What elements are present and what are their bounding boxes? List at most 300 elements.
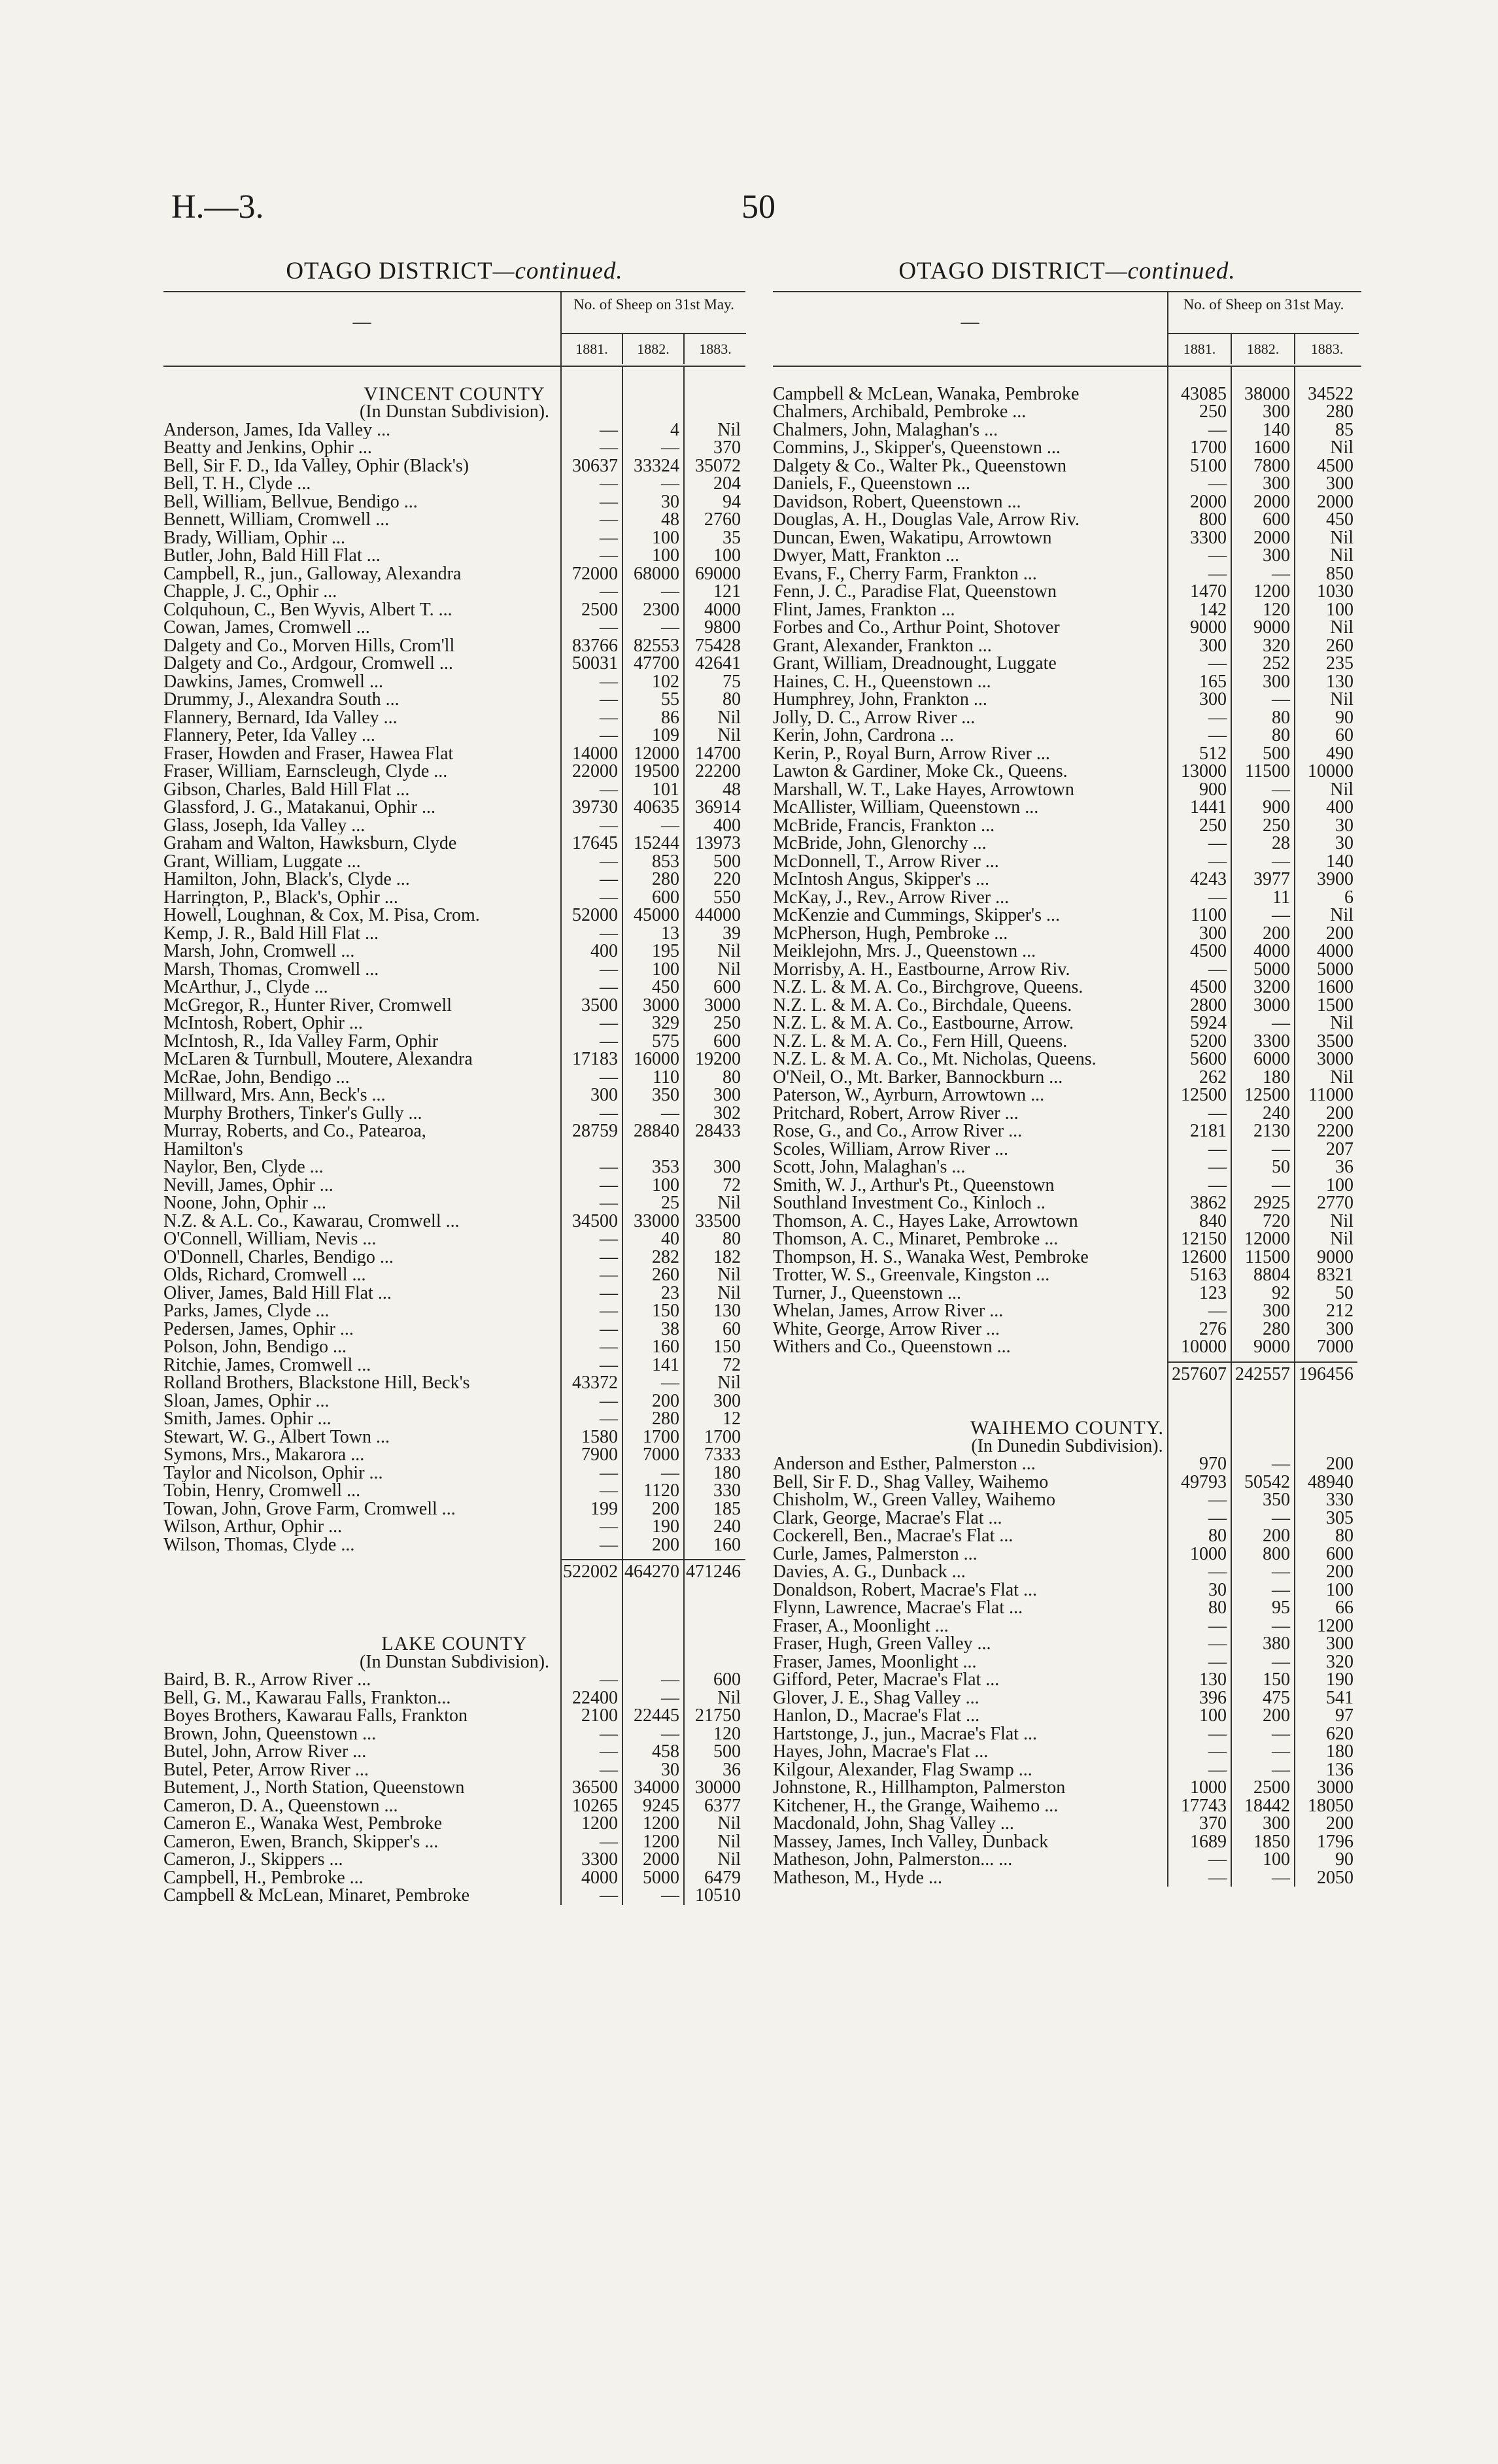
count-1881: 3300: [581, 1849, 618, 1870]
count-1881: —: [1208, 473, 1227, 494]
count-1883: Nil: [1330, 689, 1353, 710]
table-row: [773, 817, 1361, 835]
table-row: [773, 1248, 1361, 1267]
count-1881: —: [1208, 545, 1227, 566]
count-1883: 320: [1326, 1651, 1353, 1672]
count-1883: 150: [713, 1337, 741, 1357]
count-1881: —: [1208, 563, 1227, 584]
owner-name: Butler, John, Bald Hill Flat ...: [163, 547, 381, 565]
count-1881: 34500: [572, 1210, 618, 1231]
owner-name: Hayes, John, Macrae's Flat ...: [773, 1743, 989, 1761]
count-1881: —: [600, 1193, 618, 1213]
count-1881: —: [600, 473, 618, 494]
count-1883: 305: [1326, 1507, 1353, 1528]
count-1883: 7333: [704, 1445, 741, 1465]
count-1881: 300: [590, 1085, 618, 1105]
count-1883: 220: [713, 869, 741, 889]
table-row: [773, 421, 1361, 439]
count-1881: 50031: [572, 653, 618, 674]
count-1882: 300: [1263, 402, 1290, 422]
count-1883: 2000: [1317, 491, 1353, 512]
count-1883: 160: [713, 1534, 741, 1555]
count-1881: —: [1208, 1615, 1227, 1636]
table-row: [773, 1599, 1361, 1617]
count-1881: 4500: [1190, 941, 1227, 961]
county-heading: LAKE COUNTY: [381, 1633, 528, 1654]
count-1881: —: [1208, 959, 1227, 980]
count-1882: 2500: [1253, 1777, 1290, 1798]
count-1882: 2000: [1253, 527, 1290, 548]
count-1882: 11500: [1245, 1246, 1290, 1267]
count-1882: 280: [652, 869, 679, 889]
count-1881: —: [600, 1462, 618, 1483]
count-1881: —: [600, 1013, 618, 1033]
table-row: [773, 493, 1361, 511]
owner-name: Douglas, A. H., Douglas Vale, Arrow Riv.: [773, 511, 1080, 529]
count-1881: —: [1208, 653, 1227, 674]
owner-name: McKay, J., Rev., Arrow River ...: [773, 888, 1010, 906]
count-1883: 8321: [1317, 1265, 1353, 1285]
count-1883: 75428: [695, 635, 741, 656]
count-1881: —: [600, 1229, 618, 1249]
owner-name: Bell, Sir F. D., Ida Valley, Ophir (Black's): [163, 456, 469, 475]
count-1881: —: [1208, 1651, 1227, 1672]
count-1881: —: [600, 1885, 618, 1906]
count-1881: —: [600, 491, 618, 512]
count-1883: 66: [1335, 1598, 1353, 1618]
count-1883: 190: [1326, 1669, 1353, 1690]
count-1881: 72000: [572, 563, 618, 584]
table-row: [773, 906, 1361, 925]
owner-name: Campbell & McLean, Minaret, Pembroke: [163, 1887, 470, 1905]
table-row: [163, 1033, 745, 1051]
count-1881: 2800: [1190, 995, 1227, 1016]
count-1883: Nil: [1330, 1067, 1353, 1087]
table-row: [773, 1635, 1361, 1653]
count-1882: 2000: [1253, 491, 1290, 512]
owner-name: Millward, Mrs. Ann, Beck's ...: [163, 1086, 386, 1104]
count-1883: 1200: [1317, 1615, 1353, 1636]
table-row: [163, 1194, 745, 1212]
table-row: [773, 1563, 1361, 1581]
count-1883: Nil: [1330, 437, 1353, 458]
table-row: [163, 637, 745, 655]
owner-name: Lawton & Gardiner, Moke Ck., Queens.: [773, 762, 1068, 781]
count-1883: 18050: [1308, 1795, 1353, 1816]
count-1881: 300: [1199, 923, 1227, 944]
total-row: [163, 1563, 745, 1581]
count-1881: —: [600, 1246, 618, 1267]
table-row: [773, 1761, 1361, 1779]
count-1883: Nil: [717, 725, 741, 745]
table-row: [163, 781, 745, 799]
count-1881: —: [600, 527, 618, 548]
count-1882: —: [1272, 1138, 1290, 1159]
count-1883: 6479: [704, 1867, 741, 1888]
owner-name: Bell, G. M., Kawarau Falls, Frankton...: [163, 1688, 451, 1707]
count-1883: 36: [1335, 1157, 1353, 1177]
table-row: [163, 1248, 745, 1267]
count-1881: 1441: [1190, 797, 1227, 817]
owner-name: Gifford, Peter, Macrae's Flat ...: [773, 1671, 1000, 1689]
name-column-header: —: [961, 312, 979, 332]
subdivision-label: (In Dunedin Subdivision).: [971, 1435, 1163, 1456]
table-row: [163, 1887, 745, 1905]
count-1882: 68000: [634, 563, 679, 584]
count-1882: 9245: [643, 1795, 679, 1816]
count-1883: 300: [713, 1157, 741, 1177]
table-row: [163, 1518, 745, 1536]
owner-name: Cockerell, Ben., Macrae's Flat ...: [773, 1527, 1013, 1545]
count-1881: 165: [1199, 671, 1227, 692]
count-1882: 300: [1263, 545, 1290, 566]
owner-name: Morrisby, A. H., Eastbourne, Arrow Riv.: [773, 960, 1070, 978]
table-row: [163, 1104, 745, 1123]
owner-name: Rose, G., and Co., Arrow River ...: [773, 1122, 1023, 1140]
count-1882: 320: [1263, 635, 1290, 656]
count-1883: 80: [1335, 1526, 1353, 1546]
count-1882: 3000: [643, 995, 679, 1016]
owner-name: Pritchard, Robert, Arrow River ...: [773, 1104, 1019, 1122]
count-1882: 3977: [1253, 869, 1290, 889]
owner-name: Symons, Mrs., Makarora ...: [163, 1446, 365, 1464]
count-1883: Nil: [717, 1813, 741, 1834]
owner-name: Kerin, John, Cardrona ...: [773, 727, 954, 745]
count-1881: —: [1208, 833, 1227, 853]
count-1883: 3500: [1317, 1031, 1353, 1052]
count-1882: 252: [1263, 653, 1290, 674]
owner-name: Kitchener, H., the Grange, Waihemo ...: [773, 1796, 1059, 1815]
table-row: [773, 1509, 1361, 1528]
count-1881: 262: [1199, 1067, 1227, 1087]
count-1883: 850: [1326, 563, 1353, 584]
count-1883: 200: [1326, 923, 1353, 944]
count-1882: —: [661, 581, 679, 602]
count-1882: 55: [661, 689, 679, 710]
count-1882: 4: [670, 419, 679, 440]
count-1882: —: [661, 437, 679, 458]
count-1883: 450: [1326, 509, 1353, 530]
owner-name: O'Donnell, Charles, Bendigo ...: [163, 1248, 394, 1266]
owner-name: Brady, William, Ophir ...: [163, 528, 346, 547]
count-1882: 300: [1263, 1813, 1290, 1834]
table-row: [773, 1833, 1361, 1851]
count-1881: —: [1208, 1138, 1227, 1159]
owner-name: Scott, John, Malaghan's ...: [773, 1158, 966, 1176]
count-1881: 1000: [1190, 1543, 1227, 1564]
count-1882: 200: [1263, 1526, 1290, 1546]
count-1881: 250: [1199, 815, 1227, 836]
count-1882: —: [1272, 1013, 1290, 1033]
owner-name: McPherson, Hugh, Pembroke ...: [773, 924, 1008, 942]
count-1881: 39730: [572, 797, 618, 817]
count-1883: Nil: [717, 1373, 741, 1393]
count-1882: 80: [1272, 707, 1290, 728]
owner-name: N.Z. L. & M. A. Co., Birchgrove, Queens.: [773, 978, 1083, 997]
count-1881: —: [1208, 1867, 1227, 1888]
table-row: [773, 1797, 1361, 1815]
count-1882: 11: [1272, 887, 1290, 908]
count-1881: —: [600, 851, 618, 872]
count-1883: 35072: [695, 455, 741, 476]
count-1883: 100: [713, 545, 741, 566]
owner-name: Thomson, A. C., Minaret, Pembroke ...: [773, 1230, 1059, 1248]
count-1883: 34522: [1308, 383, 1353, 404]
count-1882: 250: [1263, 815, 1290, 836]
table-row: [163, 1779, 745, 1797]
table-row: [773, 1158, 1361, 1176]
count-1881: 10000: [1181, 1337, 1227, 1357]
count-1881: —: [1208, 887, 1227, 908]
table-row: [773, 1050, 1361, 1069]
table-row: [163, 1392, 745, 1411]
count-1882: —: [1272, 905, 1290, 925]
owner-name: Baird, B. R., Arrow River ...: [163, 1671, 371, 1689]
count-1883: 1600: [1317, 977, 1353, 997]
count-1883: 300: [1326, 1318, 1353, 1339]
table-row: [163, 475, 745, 493]
owner-name: Butel, John, Arrow River ...: [163, 1743, 367, 1761]
table-row: [163, 1428, 745, 1446]
owner-name: Dawkins, James, Cromwell ...: [163, 672, 383, 691]
owner-name: Glass, Joseph, Ida Valley ...: [163, 816, 366, 834]
count-1881: —: [600, 1157, 618, 1177]
owner-name: N.Z. & A.L. Co., Kawarau, Cromwell ...: [163, 1212, 460, 1230]
count-1883: 1700: [704, 1426, 741, 1447]
count-1882: —: [661, 1669, 679, 1690]
count-1882: 190: [652, 1516, 679, 1537]
count-1883: 1500: [1317, 995, 1353, 1016]
count-1883: Nil: [717, 1831, 741, 1852]
table-row: [163, 1671, 745, 1689]
count-1881: —: [1208, 1723, 1227, 1744]
owner-name: Daniels, F., Queenstown ...: [773, 475, 970, 493]
table-row: [163, 961, 745, 979]
count-1882: —: [1272, 1867, 1290, 1888]
table-row: [163, 691, 745, 709]
table-header: [773, 291, 1361, 367]
count-1881: —: [600, 1669, 618, 1690]
count-1881: —: [600, 1831, 618, 1852]
count-1882: 3300: [1253, 1031, 1290, 1052]
table-row: [163, 1176, 745, 1195]
owner-name: Cowan, James, Cromwell ...: [163, 619, 370, 637]
table-row: [163, 529, 745, 547]
count-1882: —: [661, 1687, 679, 1708]
table-row: [773, 762, 1361, 781]
owner-name: McRae, John, Bendigo ...: [163, 1068, 350, 1086]
count-1883: 97: [1335, 1705, 1353, 1726]
count-1881: —: [600, 1337, 618, 1357]
owner-name: Sloan, James, Ophir ...: [163, 1392, 330, 1410]
owner-name: McLaren & Turnbull, Moutere, Alexandra: [163, 1050, 473, 1069]
table-row: [163, 727, 745, 745]
table-row: [163, 583, 745, 601]
count-1883: 207: [1326, 1138, 1353, 1159]
count-1881: —: [600, 1390, 618, 1411]
count-1882: —: [1272, 1507, 1290, 1528]
count-1882: —: [661, 815, 679, 836]
owner-name: Thomson, A. C., Hayes Lake, Arrowtown: [773, 1212, 1078, 1230]
table-row: [773, 1689, 1361, 1707]
table-row: [773, 997, 1361, 1015]
table-row: [163, 619, 745, 637]
owner-name: Paterson, W., Ayrburn, Arrowtown ...: [773, 1086, 1045, 1104]
owner-name: Glassford, J. G., Matakanui, Ophir ...: [163, 798, 436, 817]
table-row: [163, 1212, 745, 1231]
table-row: [773, 619, 1361, 637]
count-1882: 33324: [634, 455, 679, 476]
total-1881: 257607: [1172, 1363, 1227, 1384]
owner-name: Dalgety and Co., Ardgour, Cromwell ...: [163, 655, 453, 673]
table-row: [163, 1482, 745, 1500]
county-heading: WAIHEMO COUNTY.: [970, 1417, 1165, 1439]
owner-name: Ritchie, James, Cromwell ...: [163, 1356, 371, 1374]
table-row: [163, 1266, 745, 1284]
count-1883: Nil: [1330, 527, 1353, 548]
count-1882: 600: [652, 887, 679, 908]
count-1881: —: [1208, 1490, 1227, 1510]
count-1882: 40: [661, 1229, 679, 1249]
count-1881: 49793: [1181, 1471, 1227, 1492]
count-1881: 300: [1199, 689, 1227, 710]
count-1882: 11500: [1245, 761, 1290, 781]
owner-name: Polson, John, Bendigo ...: [163, 1338, 347, 1356]
count-1882: 8804: [1253, 1265, 1290, 1285]
owner-name: Hamilton's: [163, 1140, 243, 1158]
owner-name: Wilson, Thomas, Clyde ...: [163, 1535, 355, 1554]
count-1883: 10000: [1308, 761, 1353, 781]
count-1883: 6377: [704, 1795, 741, 1816]
owner-name: Graham and Walton, Hawksburn, Clyde: [163, 834, 457, 853]
count-1882: 22445: [634, 1705, 679, 1726]
count-1882: 38: [661, 1318, 679, 1339]
count-1882: 200: [652, 1390, 679, 1411]
count-1882: —: [1272, 1579, 1290, 1600]
spacer: [773, 367, 1361, 385]
count-1882: 18442: [1244, 1795, 1290, 1816]
count-1881: 5600: [1190, 1049, 1227, 1069]
count-1881: 13000: [1181, 761, 1227, 781]
table-row: [773, 1869, 1361, 1887]
owner-name: Noone, John, Ophir ...: [163, 1194, 326, 1212]
owner-name: McIntosh Angus, Skipper's ...: [773, 870, 989, 889]
owner-name: Dalgety & Co., Walter Pk., Queenstown: [773, 456, 1067, 475]
count-1883: Nil: [717, 1687, 741, 1708]
owner-name: McBride, John, Glenorchy ...: [773, 834, 987, 853]
count-1882: 101: [652, 779, 679, 800]
count-1883: 600: [713, 1031, 741, 1052]
table-row: [773, 709, 1361, 727]
spacer: [773, 1401, 1361, 1420]
table-row: [163, 1050, 745, 1069]
count-1882: 25: [661, 1193, 679, 1213]
count-1883: 90: [1335, 707, 1353, 728]
count-1882: 150: [1263, 1669, 1290, 1690]
count-1883: 50: [1335, 1282, 1353, 1303]
table-row: [773, 547, 1361, 565]
count-1881: —: [600, 1265, 618, 1285]
count-1881: 4243: [1190, 869, 1227, 889]
owner-name: Macdonald, John, Shag Valley ...: [773, 1815, 1014, 1833]
count-1881: 83766: [572, 635, 618, 656]
count-1883: 370: [713, 437, 741, 458]
owner-name: Campbell, R., jun., Galloway, Alexandra: [163, 564, 462, 583]
count-1883: Nil: [717, 419, 741, 440]
table-row: [163, 1284, 745, 1303]
spacer: [163, 367, 745, 385]
count-1881: 2500: [581, 599, 618, 620]
owner-name: Smith, W. J., Arthur's Pt., Queenstown: [773, 1176, 1055, 1194]
sheep-count-header: No. of Sheep on 31st May. 1881. 1882. 1883.: [1167, 292, 1359, 366]
name-column-header: —: [352, 312, 371, 332]
count-1883: 30000: [695, 1777, 741, 1798]
count-1881: 300: [1199, 635, 1227, 656]
count-1882: 110: [653, 1067, 679, 1087]
table-row: [773, 1033, 1361, 1051]
table-row: [773, 1104, 1361, 1123]
total-1881: 522002: [563, 1562, 618, 1582]
owner-name: Meiklejohn, Mrs. J., Queenstown ...: [773, 942, 1036, 961]
owner-name: Haines, C. H., Queenstown ...: [773, 672, 991, 691]
table-row: [163, 853, 745, 871]
count-1883: 302: [713, 1103, 741, 1123]
table-row: [773, 1320, 1361, 1339]
count-1881: —: [600, 1174, 618, 1195]
count-1882: 300: [1263, 671, 1290, 692]
count-1883: 48: [723, 779, 741, 800]
table-row: [163, 1464, 745, 1482]
owner-name: McGregor, R., Hunter River, Cromwell: [163, 996, 452, 1014]
count-1883: 200: [1326, 1454, 1353, 1474]
count-1882: 2300: [643, 599, 679, 620]
count-1883: 42641: [695, 653, 741, 674]
owner-name: Anderson, James, Ida Valley ...: [163, 420, 391, 439]
count-1882: 720: [1263, 1210, 1290, 1231]
table-row: [773, 1230, 1361, 1248]
table-row: [773, 1617, 1361, 1635]
count-1881: 1689: [1190, 1831, 1227, 1852]
owner-name: Howell, Loughnan, & Cox, M. Pisa, Crom.: [163, 906, 480, 925]
count-1883: 100: [1326, 1174, 1353, 1195]
count-1883: 250: [713, 1013, 741, 1033]
count-1883: 500: [713, 851, 741, 872]
table-row: [773, 1581, 1361, 1600]
owner-name: Naylor, Ben, Clyde ...: [163, 1158, 324, 1176]
count-1881: 100: [1199, 1705, 1227, 1726]
count-1882: 380: [1263, 1634, 1290, 1654]
count-1881: —: [1208, 725, 1227, 745]
count-1882: 240: [1263, 1103, 1290, 1123]
count-1883: 500: [713, 1741, 741, 1762]
count-1881: 17183: [572, 1049, 618, 1069]
owner-name: McIntosh, R., Ida Valley Farm, Ophir: [163, 1032, 439, 1050]
count-1881: 12600: [1181, 1246, 1227, 1267]
count-1883: 44000: [695, 905, 741, 925]
table-row: [163, 817, 745, 835]
count-1882: 30: [661, 491, 679, 512]
count-1881: 1100: [1191, 905, 1227, 925]
count-1882: 160: [652, 1337, 679, 1357]
year-header: 1882.: [1232, 334, 1295, 364]
count-1881: —: [1208, 1849, 1227, 1870]
count-1883: 85: [1335, 419, 1353, 440]
count-1881: 512: [1199, 743, 1227, 764]
count-1881: —: [600, 1723, 618, 1744]
count-1883: 60: [1335, 725, 1353, 745]
owner-name: Rolland Brothers, Blackstone Hill, Beck's: [163, 1374, 470, 1392]
count-1881: 1000: [1190, 1777, 1227, 1798]
